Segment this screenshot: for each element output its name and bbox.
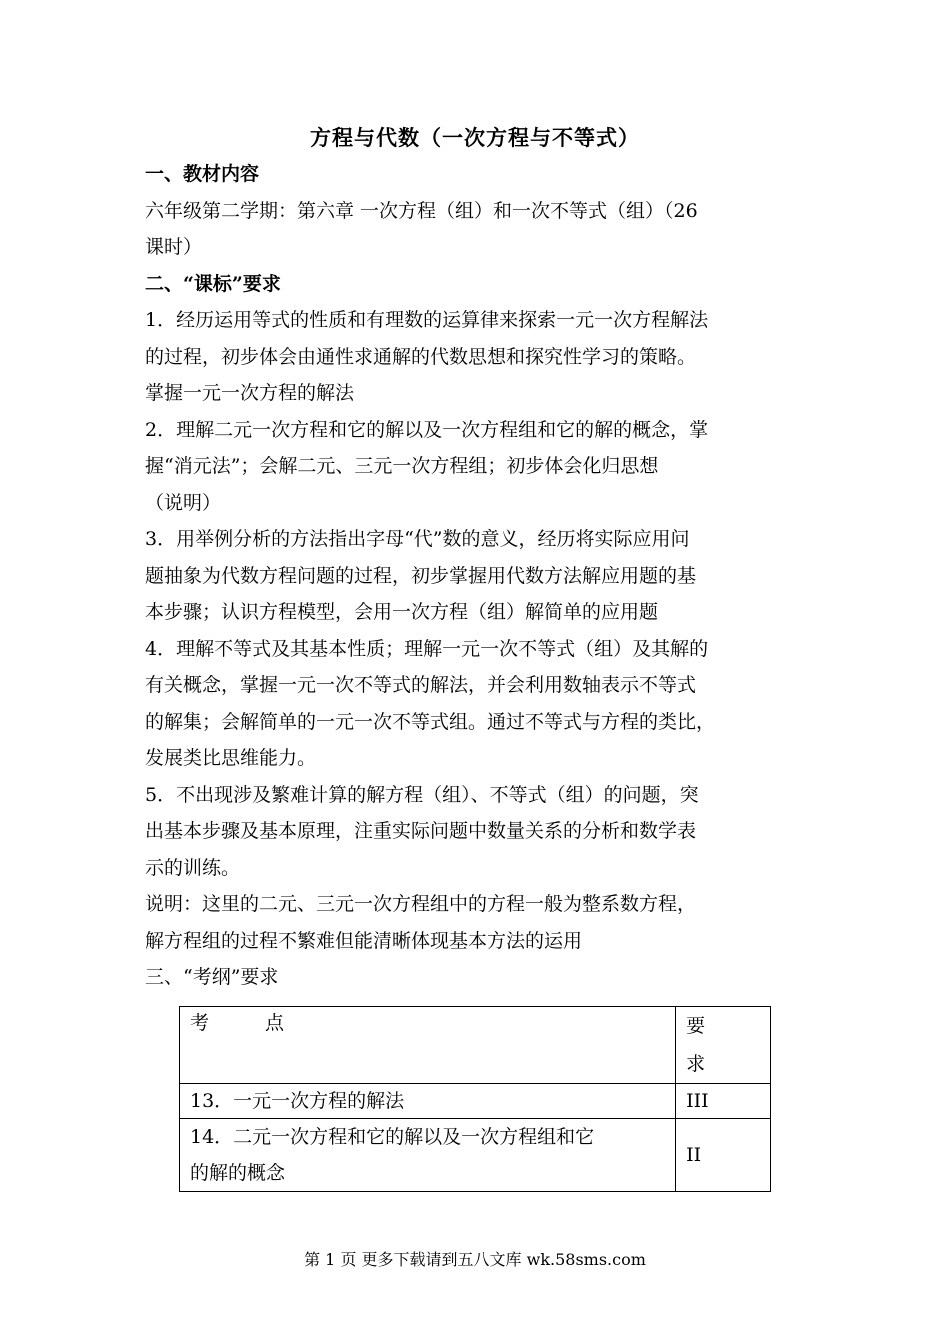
section-1-heading: 一、教材内容: [145, 163, 260, 185]
exam-requirements-table: [179, 1006, 771, 1192]
note-line-1: 说明：这里的二元、三元一次方程组中的方程一般为整系数方程，: [145, 893, 697, 915]
header-cell-requirement: [676, 1007, 771, 1084]
section-1-line-1: 六年级第二学期：第六章 一次方程（组）和一次不等式（组）（26: [145, 199, 698, 222]
item-4-line-1: 4．理解不等式及其基本性质；理解一元一次不等式（组）及其解的: [145, 637, 709, 660]
item-1-line-1: 1．经历运用等式的性质和有理数的运算律来探索一元一次方程解法: [145, 309, 709, 331]
item-5-line-1: 5．不出现涉及繁难计算的解方程（组）、不等式（组）的问题，突: [145, 783, 699, 806]
row-2-point-line-2: 的解的概念: [190, 1162, 286, 1184]
section-1-line-2: 课时）: [145, 236, 203, 258]
item-3-line-3: 本步骤；认识方程模型，会用一次方程（组）解简单的应用题: [145, 601, 659, 623]
header-cell-point: [180, 1007, 676, 1084]
item-2-line-2: 握“消元法”；会解二元、三元一次方程组；初步体会化归思想: [145, 455, 659, 477]
item-3-line-1: 3．用举例分析的方法指出字母“代”数的意义，经历将实际应用问: [145, 528, 690, 550]
row-1-level: III: [676, 1084, 771, 1119]
header-req-char-2: 求: [686, 1053, 706, 1075]
row-2-level: II: [676, 1119, 771, 1192]
item-4-line-3: 的解集；会解简单的一元一次不等式组。通过不等式与方程的类比，: [145, 710, 716, 733]
document-body: [145, 156, 815, 996]
page-footer: 第 1 页 更多下载请到五八文库 wk.58sms.com: [304, 1250, 646, 1269]
table-row: [180, 1084, 771, 1119]
row-2-point: [180, 1119, 676, 1192]
item-4-line-4: 发展类比思维能力。: [145, 747, 317, 769]
row-1-point: 13．一元一次方程的解法: [180, 1084, 676, 1119]
item-2-line-1: 2．理解二元一次方程和它的解以及一次方程组和它的解的概念，掌: [145, 418, 709, 441]
item-1-line-3: 掌握一元一次方程的解法: [145, 382, 355, 404]
item-5-line-3: 示的训练。: [145, 856, 241, 879]
item-1-line-2: 的过程，初步体会由通性求通解的代数思想和探究性学习的策略。: [145, 345, 697, 368]
item-4-line-2: 有关概念，掌握一元一次不等式的解法，并会利用数轴表示不等式: [145, 674, 697, 696]
header-req-char-1: 要: [686, 1015, 706, 1037]
item-3-line-2: 题抽象为代数方程问题的过程，初步掌握用代数方法解应用题的基: [145, 564, 697, 587]
table-header-row: [180, 1007, 771, 1084]
item-2-line-3: （说明）: [145, 491, 222, 514]
row-2-point-line-1: 14．二元一次方程和它的解以及一次方程组和它: [190, 1126, 595, 1148]
page-title: 方程与代数（一次方程与不等式）: [310, 125, 640, 150]
table-row: [180, 1119, 771, 1192]
header-point-char-1: 考: [190, 1012, 210, 1034]
section-2-heading: 二、“课标”要求: [145, 272, 281, 295]
note-line-2: 解方程组的过程不繁难但能清晰体现基本方法的运用: [145, 929, 583, 952]
section-3-heading: 三、“考纲”要求: [145, 966, 279, 988]
header-point-char-2: 点: [265, 1012, 285, 1034]
item-5-line-2: 出基本步骤及基本原理，注重实际问题中数量关系的分析和数学表: [145, 820, 697, 842]
